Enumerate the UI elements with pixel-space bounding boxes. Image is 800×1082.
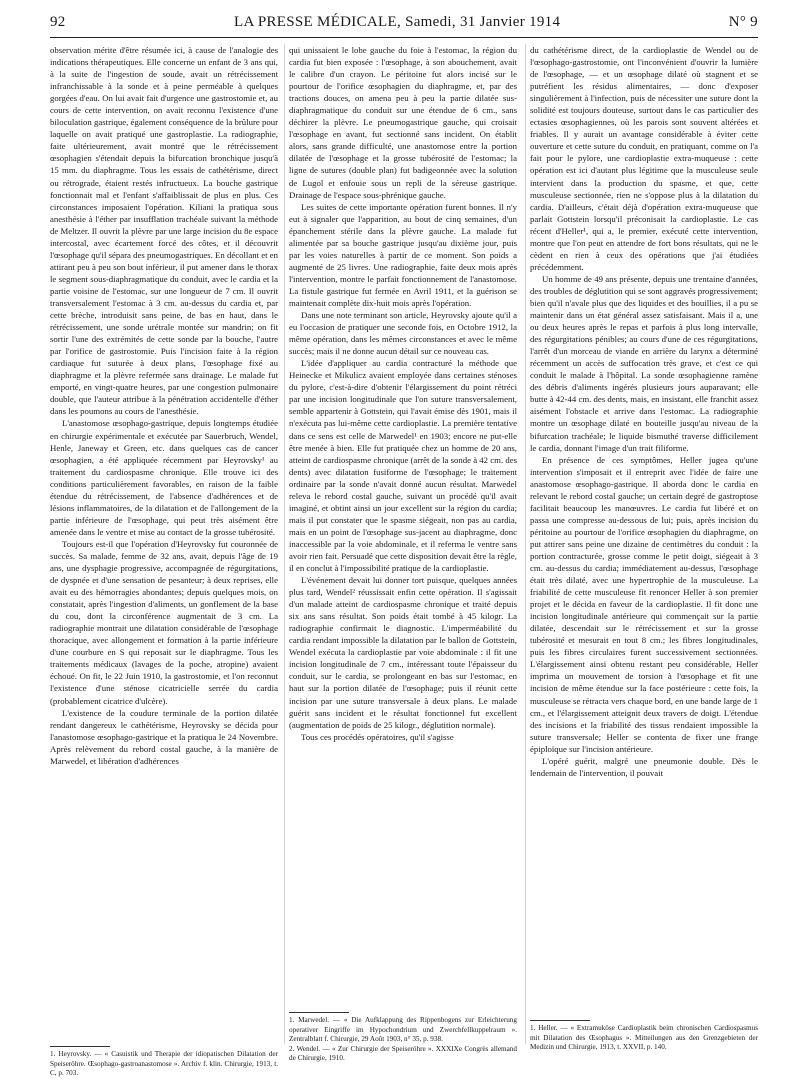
issue-number: N° 9	[728, 14, 758, 30]
footnote-rule	[530, 1020, 590, 1021]
footnote-column-3	[530, 1024, 758, 1053]
paragraph: L'opéré guérit, malgré une pneumonie double. Dès le lendemain de l'intervention, il pouvait	[530, 755, 758, 778]
paragraph: Tous ces procédés opératoires, qu'il s'agisse	[301, 731, 454, 742]
journal-title-line	[234, 14, 560, 31]
column-separator	[284, 44, 285, 1044]
column-separator	[525, 44, 526, 1044]
text-column-2	[289, 44, 517, 1042]
paragraph: L'événement devait lui donner tort puisque, quelques années plus tard, Wendel² réussissait enfin cette opération. Il s'agissait d'un malade atteint de cardiospasme chronique et traité depuis six ans sans résultat. Son poids était tombé à 45 kilogr. La radiographie confirmait le diagnostic. L'imperméabilité du cardia rendant impossible la dilatation par le ballon de Gottstein, Wendel exécuta la cardioplastie par voie abdominale : il fit une incision longitudinale de 7 cm., intéressant toute l'épaisseur du conduit, sur le cardia, se prolongeant en bas sur l'estomac, en haut sur la portion dilatée de l'œsophage; puis il réunit cette incision par une suture transversale à deux plans. Le malade guérit sans incident et le résultat fonctionnel fut excellent (augmentation de poids de 25 kilogr., déglutition normale).	[289, 575, 517, 730]
footnote: 1. Heyrovsky. — « Casuistik und Therapie der idiopatischen Dilatation der Speiseröhre. Œsophago-gastroanastomose ». Archiv f. klin. Chirurgie, 1913, t. C, p. 703.	[50, 1050, 278, 1077]
journal-name: LA PRESSE MÉDICALE,	[234, 14, 401, 30]
footnote-rule	[289, 1012, 349, 1013]
page-number: 92	[50, 14, 66, 30]
paragraph: qui unissaient le lobe gauche du foie à l'estomac, la région du cardia fut bien exposée : l'œsophage, à son abouchement, avait le calibre d'un crayon. Le péritoine fut alors incisé sur le pourtour de l'orifice œsophagien du diaphragme, et, par des tractions douces, on amena peu à peu la partie dilatée sus-diaphragmatique du conduit sur une étendue de 6 cm., sans déchirer la plèvre. Le pneumogastrique gauche, qui croisait l'œsophage en avant, fut sectionné sans incident. On établit alors, sans grande difficulté, une anastomose entre la portion dilatée de l'œsophage et la grosse tubérosité de l'estomac; la ligne de sutures (double plan) fut badigeonnée avec la solution de Lugol et enfouie sous un repli de la séreuse gastrique. Drainage de l'espace sous-phrénique gauche.	[289, 45, 517, 200]
footnote: 1. Heller. — « Extramuköse Cardioplastik beim chronischen Cardiospasmus mit Dilatation des Œsophagus ». Mitteilungen aus den Grenzgebieten der Medizin und Chirurgie, 1913, t. XXVII, p. 140.	[530, 1024, 758, 1051]
paragraph: L'existence de la coudure terminale de la portion dilatée rendant dangereux le cathétérisme, Heyrovsky se décida pour l'anastomose œsophago-gastrique et la pratiqua le 24 Novembre. Après relèvement du rebord costal gauche, à la manière de Marwedel, et libération d'adhérences	[50, 707, 278, 766]
text-column-3	[530, 44, 758, 1042]
paragraph: Un homme de 49 ans présente, depuis une trentaine d'années, des troubles de déglutition qui se sont aggravés progressivement; bien qu'il n'avale plus que des liquides et des bouillies, il a pu se maintenir dans un état général assez satisfaisant. Mais il a, une ou deux heures après le repas et parfois à plus long intervalle, des régurgitations pénibles; au cours d'une de ces régurgitations, l'arrêt d'un morceau de viande en arrière du larynx a déterminé récemment un accès de suffocation très grave, et c'est ce qui conduit le malade à l'hôpital. La sonde œsophagienne ramène des débris d'aliments ingérés plusieurs jours auparavant; elle butte à 42-44 cm. des dents, mais, en insistant, elle franchit assez aisément l'obstacle et arrive dans l'estomac. La radiographie montre un œsophage dilaté en bouteille jusqu'au niveau de la bifurcation trachéale; le liquide bismuthé traverse difficilement le cardia, donnant l'image d'un trait filiforme.	[530, 273, 758, 453]
footnote-rule	[50, 1046, 110, 1047]
paragraph: L'idée d'appliquer au cardia contracturé la méthode que Heinecke et Mikulicz avaient employée dans certaines sténoses du pylore, c'est-à-dire d'obtenir l'élargissement du point rétréci par une incision longitudinale que l'on suture transversalement, semble appartenir à Gottstein, qui l'avait émise dès 1901, mais il n'exécuta pas lui-même cette cardioplastie. La première tentative dans ce sens est celle de Marwedel¹ en 1903; encore ne put-elle être menée à bien. Elle fut pratiquée chez un homme de 20 ans, atteint de cardiospasme chronique (arrêt de la sonde à 42 cm. des dents) avec dilatation fusiforme de l'œsophage; le traitement ordinaire par la sonde n'avait donné aucun résultat. Marwedel releva le rebord costal gauche, suivant un procédé qu'il avait imaginé, et obtint ainsi un jour excellent sur la région du cardia; mais il put constater que le spasme siégeait, non pas au cardia, mais en un point de l'œsophage sus-jacent au diaphragme, donc inaccessible par la voie abdominale, et il referma le ventre sans avoir rien fait. Persuadé que cette disposition devait être la règle, il en conclut à l'impossibilité pratique de la cardioplastie.	[289, 358, 517, 574]
paragraph: Dans une note terminant son article, Heyrovsky ajoute qu'il a eu l'occasion de pratiquer une seconde fois, en Octobre 1912, la même opération, dans les mêmes circonstances et avec le même succès; mais il ne donne aucun détail sur ce nouveau cas.	[289, 310, 517, 357]
footnote-column-2	[289, 1016, 517, 1064]
footnote-column-1	[50, 1050, 278, 1079]
header-rule	[50, 37, 758, 38]
paragraph: du cathétérisme direct, de la cardioplastie de Wendel ou de l'œsophago-gastrostomie, ont l'inconvénient d'ouvrir la lumière de l'œsophage, — et un œsophage dilaté où stagnent et se putréfient les résidus alimentaires, — donc d'exposer singulièrement à l'infection, puis de nécessiter une suture dont la solidité est toujours douteuse, surtout dans le cas particulier des ectasies œsophagiennes, où les parois sont souvent altérées et friables. Il y aurait un avantage considérable à éviter cette ouverture et cette suture du conduit, en pratiquant, comme on l'a fait pour le pylore, une cardioplastie extra-muqueuse : cette opération est ici d'autant plus légitime que la musculeuse seule intervient dans la production du spasme, et que, cette musculeuse sectionnée, rien ne s'oppose plus à la dilatation du cardia. D'ailleurs, c'était déjà d'opération extra-muqueuse que parlait Gottstein lorsqu'il préconisait la cardioplastie. Le cas récent d'Heller¹, qui a, le premier, exécuté cette intervention, montre que l'on peut en attendre de fort bons résultats, qui ne le cèdent en rien à ceux des opérations que j'ai étudiées précédemment.	[530, 45, 758, 272]
paragraph: Toujours est-il que l'opération d'Heyrovsky fut couronnée de succès. Sa malade, femme de 32 ans, avait, depuis l'âge de 19 ans, une dysphagie progressive, accompagnée de régurgitations, de dyspnée et d'une sensation de pesanteur; à deux reprises, elle avait eu des hémorragies abondantes; depuis quelques mois, on constatait, après l'ingestion d'aliments, un gonflement de la base du cou, dont la circonférence augmentait de 3 cm. La radiographie montrait une dilatation considérable de l'œsophage thoracique, avec allongement et formation à la partie inférieure d'une courbure en S qui reposait sur le diaphragme. Tous les traitements médicaux (lavages de la poche, atropine) avaient échoué. On fit, le 22 Juin 1910, la gastrostomie, et l'on reconnut l'existence d'une sténose cicatricielle serrée du cardia (probablement cicatrice d'ulcère).	[50, 538, 278, 706]
page-header	[50, 14, 758, 36]
text-column-1	[50, 44, 278, 1042]
paragraph: Les suites de cette importante opération furent bonnes. Il n'y eut à signaler que l'apparition, au bout de cinq semaines, d'un épanchement stérile dans la plèvre gauche. La malade fut alimentée par sa bouche gastrique jusqu'au dixième jour, puis par les voies naturelles à partir de ce moment. Son poids a augmenté de 25 livres. Une radiographie, faite deux mois après l'intervention, montre le parfait fonctionnement de l'anastomose. La fistule gastrique fut fermée en Avril 1911, et la guérison se maintenait complète dix-huit mois après l'opération.	[289, 201, 517, 308]
paragraph: observation mérite d'être résumée ici, à cause de l'analogie des indications thérapeutiques. Elle concerne un enfant de 3 ans qui, à la suite de l'ingestion de soude, avait un rétrécissement infranchissable à la sonde et à peine perméable à quelques gorgées d'eau. On lui avait fait d'urgence une gastrostomie et, au cours de cette intervention, on avait reconnu l'existence d'une biloculation gastrique, également conséquence de la brûlure pour laquelle on avait pratiqué une gastroplastie. La radiographie, faite ultérieurement, avait montré que le rétrécissement œsophagien s'étendait depuis la bifurcation bronchique jusqu'à 15 mm. du diaphragme. Tous les essais de cathétérisme, direct ou rétrograde, étaient restés infructueux. La bouche gastrique fonctionnait mal et l'enfant s'affaiblissait de plus en plus. Ces circonstances imposaient l'opération. Kiliani la pratiqua sous anesthésie à l'éther par insufflation trachéale suivant la méthode de Meltzer. Il ouvrit la plèvre par une large incision du 8e espace intercostal, avec écartement forcé des côtes, et il découvrit l'œsophage qu'il sépara des pneumogastriques. En décollant et en attirant peu à peu son bout inférieur, il put amener dans le thorax le segment sous-diaphragmatique du conduit, avec le cardia et la partie voisine de l'estomac, sur une longueur de 7 cm. Il ouvrit transversalement l'estomac à 3 cm. au-dessus du cardia et, par cette brèche, introduisit sans peine, de bas en haut, dans le rétrécissement, une sonde urétrale montée sur mandrin; on fit sortir l'une des extrémités de cette sonde par la bouche, l'autre par l'orifice de gastrostomie. Puis l'incision faite à la région cardiaque fut suturée à deux plans, l'œsophage fixé au diaphragme et la plèvre refermée sans drainage. Le malade fut emporté, en vingt-quatre heures, par une congestion pulmonaire double, que l'auteur attribue à la pénétration accidentelle d'éther dans les poumons au cours de l'anesthésie.	[50, 45, 278, 417]
paragraph: En présence de ces symptômes, Heller jugea qu'une intervention s'imposait et il entreprit avec l'idée de faire une anastomose œsophago-gastrique. Il aborda donc le cardia en relevant le rebord costal gauche; un certain degré de gastroptose facilitait beaucoup les manœuvres. Le cardia fut libéré et on passa une compresse au-dessous de lui; puis, après incision du péritoine au pourtour de l'orifice œsophagien du diaphragme, on put attirer sans peine une dizaine de centimètres du conduit : la portion contracturée, grosse comme le petit doigt, siégeait à 3 cm. au-dessus du cardia; immédiatement au-dessus, l'œsophage était très dilaté, avec une hypertrophie de la musculeuse. La friabilité de cette musculeuse fit renoncer Heller à son premier projet et le décida en faveur de la cardioplastie. Il fit donc une incision longitudinale antérieure qui commençait sur la partie dilatée, descendait sur le rétrécissement et sur la grosse tubérosité et mesurait en tout 8 cm.; les fibres longitudinales, puis les fibres circulaires furent successivement sectionnées. L'élargissement ainsi obtenu restant peu considérable, Heller imprima un mouvement de torsion à l'œsophage et fit une incision de même étendue sur la face postérieure : cette fois, la musculeuse se rétracta vers chaque bord, en une bande large de 1 cm., et l'élargissement atteignit deux travers de doigt. L'étendue des incisions et la friabilité des tissus rendaient impossible la suture transversale; Heller se contenta de fixer une frange épiploïque sur l'incision antérieure.	[530, 454, 758, 754]
issue-date: Samedi, 31 Janvier 1914	[405, 14, 561, 30]
paragraph: L'anastomose œsophago-gastrique, depuis longtemps étudiée en chirurgie expérimentale et exécutée par Sauerbruch, Wendel, Henle, Janeway et Green, etc. dans quelques cas de cancer œsophagien, a été appliquée récemment par Heyrovsky¹ au traitement du cardiospasme chronique. Elle trouve ici des conditions particulièrement favorables, en raison de la faible étendue du rétrécissement, de l'absence d'adhérences et de lésions inflammatoires, de la dilatation et de l'allongement de la partie inférieure de l'œsophage, qui peut très aisément être amenée dans le ventre et mise au contact de la grosse tubérosité.	[50, 418, 278, 537]
footnote: 1. Marwedel. — « Die Aufklappung des Rippenbogens zur Erleichterung operativer Eingriffe im Hypochondrium und Zwerchfellkuppelraum ». Zentralblatt f. Chirurgie, 29 Août 1903, n° 35, p. 938.	[289, 1016, 517, 1043]
footnote: 2. Wendel. — « Zur Chirurgie der Speiseröhre ». XXXIXe Congrès allemand de Chirurgie, 1910.	[289, 1044, 517, 1062]
